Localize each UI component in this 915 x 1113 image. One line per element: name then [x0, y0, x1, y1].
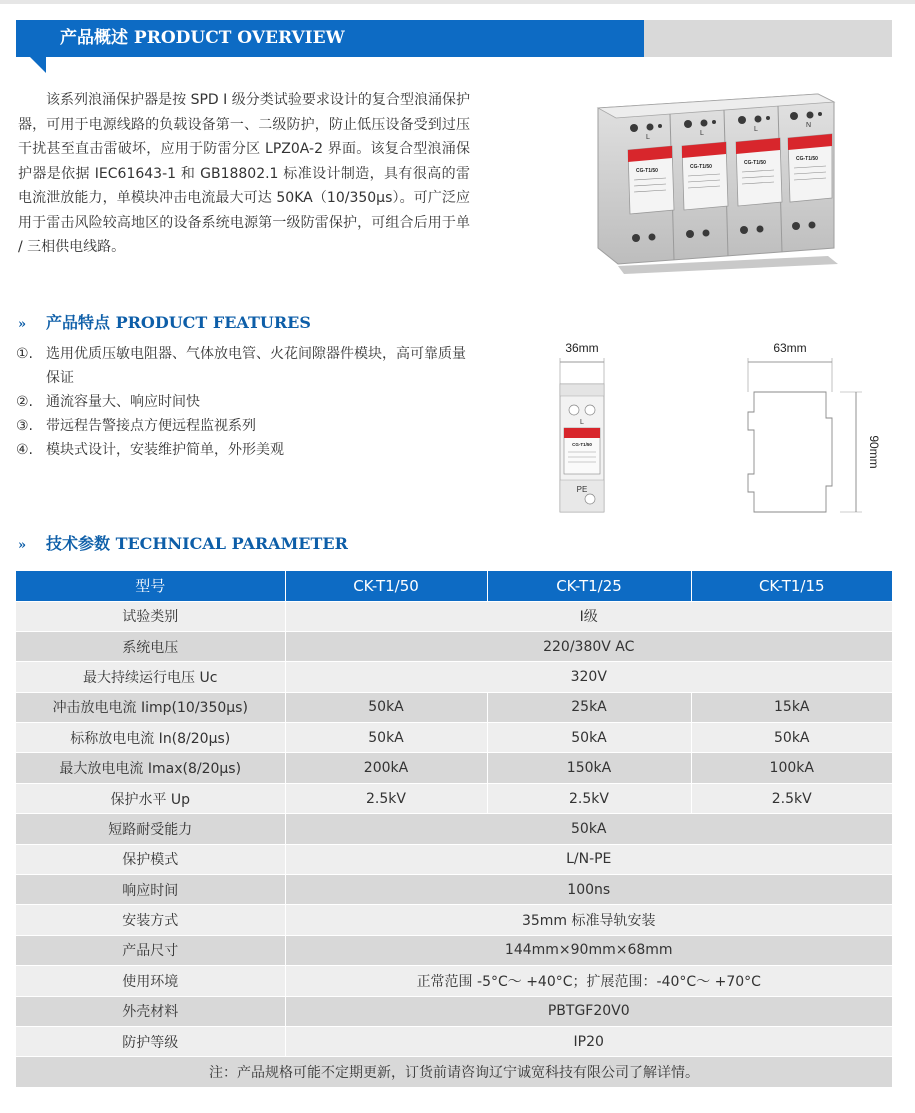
table-row — [16, 996, 892, 1026]
drawing-model: CG-T1/50 — [572, 442, 592, 447]
row-value: 50kA — [487, 723, 691, 753]
row-label: 最大放电电流 Imax(8/20μs) — [16, 753, 285, 783]
row-label: 系统电压 — [16, 631, 285, 661]
features-list — [16, 342, 471, 462]
row-value: 35mm 标准导轨安装 — [285, 905, 892, 935]
photo-terminal-1: L — [646, 134, 650, 141]
row-value: 2.5kV — [691, 783, 892, 813]
feature-item — [16, 414, 471, 438]
row-label: 冲击放电电流 Iimp(10/350μs) — [16, 692, 285, 722]
table-row — [16, 753, 892, 783]
spec-table — [16, 571, 892, 1087]
drawing-terminal-bottom: PE — [576, 485, 588, 494]
header-ck-t1-25: CK-T1/25 — [487, 571, 691, 601]
dimension-drawing — [540, 336, 890, 518]
depth-label: 63mm — [773, 341, 807, 355]
row-value: 25kA — [487, 692, 691, 722]
photo-model-4: CG-T1/50 — [796, 156, 818, 162]
technical-arrow: » — [18, 538, 27, 553]
feature-number: ④. — [16, 442, 34, 458]
photo-terminal-3: L — [754, 126, 758, 133]
table-row — [16, 814, 892, 844]
row-value: 50kA — [285, 814, 892, 844]
table-row — [16, 723, 892, 753]
photo-model-1: CG-T1/50 — [636, 168, 658, 174]
row-value: 50kA — [285, 723, 487, 753]
note-row — [16, 1057, 892, 1087]
row-value: 100kA — [691, 753, 892, 783]
table-row — [16, 692, 892, 722]
row-value: 50kA — [285, 692, 487, 722]
feature-text: 选用优质压敏电阻器、气体放电管、火花间隙器件模块，高可靠质量保证 — [46, 346, 466, 386]
row-value: 200kA — [285, 753, 487, 783]
row-value: PBTGF20V0 — [285, 996, 892, 1026]
feature-text: 带远程告警接点方便远程监视系列 — [46, 418, 256, 434]
overview-title: 产品概述 PRODUCT OVERVIEW — [60, 28, 345, 48]
features-header — [18, 312, 311, 334]
feature-text: 模块式设计，安装维护简单，外形美观 — [46, 442, 284, 458]
row-value: 15kA — [691, 692, 892, 722]
row-value: 320V — [285, 662, 892, 692]
row-label: 试验类别 — [16, 601, 285, 631]
row-label: 保护模式 — [16, 844, 285, 874]
table-row — [16, 662, 892, 692]
row-value: IP20 — [285, 1026, 892, 1056]
row-value: 220/380V AC — [285, 631, 892, 661]
row-label: 防护等级 — [16, 1026, 285, 1056]
table-row — [16, 905, 892, 935]
row-label: 外壳材料 — [16, 996, 285, 1026]
row-value: 正常范围 -5°C～ +40°C；扩展范围：-40°C～ +70°C — [285, 966, 892, 996]
feature-item — [16, 438, 471, 462]
row-value: 150kA — [487, 753, 691, 783]
row-label: 安装方式 — [16, 905, 285, 935]
table-row — [16, 875, 892, 905]
row-label: 标称放电电流 In(8/20μs) — [16, 723, 285, 753]
row-value: 2.5kV — [487, 783, 691, 813]
row-value: 144mm×90mm×68mm — [285, 935, 892, 965]
product-photo — [588, 88, 846, 274]
header-ck-t1-50: CK-T1/50 — [285, 571, 487, 601]
table-row — [16, 601, 892, 631]
photo-terminal-2: L — [700, 130, 704, 137]
technical-header — [18, 533, 348, 555]
table-row — [16, 844, 892, 874]
row-value: 100ns — [285, 875, 892, 905]
spec-header-row — [16, 571, 892, 601]
table-row — [16, 1026, 892, 1056]
row-label: 最大持续运行电压 Uc — [16, 662, 285, 692]
width-label: 36mm — [565, 341, 599, 355]
table-row — [16, 631, 892, 661]
row-label: 产品尺寸 — [16, 935, 285, 965]
header-ck-t1-15: CK-T1/15 — [691, 571, 892, 601]
overview-paragraph: 该系列浪涌保护器是按 SPD I 级分类试验要求设计的复合型浪涌保护器，可用于电源线路的负载设备第一、二级防护，防止低压设备受到过压干扰甚至直击雷破坏，应用于防雷分区 LPZ0A-2 界面。该复合型浪涌保护器是依据 IEC61643-1 和 GB18802.1 标准设计制造，具有很高的雷电流泄放能力，单模块冲击电流最大可达 50KA（10/350μs）。可广泛应用于雷击风险较高地区的设备系统电源第一级防雷保护，可组合后用于单 / 三相供电线路。 — [18, 92, 470, 255]
features-arrow: » — [18, 317, 27, 332]
row-label: 保护水平 Up — [16, 783, 285, 813]
technical-title: 技术参数 TECHNICAL PARAMETER — [46, 534, 348, 553]
row-value: 50kA — [691, 723, 892, 753]
row-label: 短路耐受能力 — [16, 814, 285, 844]
feature-text: 通流容量大、响应时间快 — [46, 394, 200, 410]
banner-notch — [30, 57, 46, 73]
header-model: 型号 — [16, 571, 285, 601]
drawing-terminal-top: L — [580, 419, 584, 426]
table-row — [16, 966, 892, 996]
feature-item — [16, 390, 471, 414]
photo-model-3: CG-T1/50 — [744, 160, 766, 166]
feature-number: ①. — [16, 346, 34, 362]
row-value: L/N-PE — [285, 844, 892, 874]
row-label: 使用环境 — [16, 966, 285, 996]
row-value: 2.5kV — [285, 783, 487, 813]
top-strip — [0, 0, 915, 4]
row-label: 响应时间 — [16, 875, 285, 905]
feature-number: ②. — [16, 394, 34, 410]
row-value: Ⅰ级 — [285, 601, 892, 631]
photo-model-2: CG-T1/50 — [690, 164, 712, 170]
table-row — [16, 935, 892, 965]
height-label: 90mm — [867, 435, 881, 469]
photo-terminal-4: N — [806, 122, 812, 129]
features-title: 产品特点 PRODUCT FEATURES — [46, 313, 311, 332]
table-row — [16, 783, 892, 813]
feature-item — [16, 342, 471, 390]
feature-number: ③. — [16, 418, 34, 434]
table-note: 注：产品规格可能不定期更新，订货前请咨询辽宁诚宽科技有限公司了解详情。 — [16, 1057, 892, 1087]
